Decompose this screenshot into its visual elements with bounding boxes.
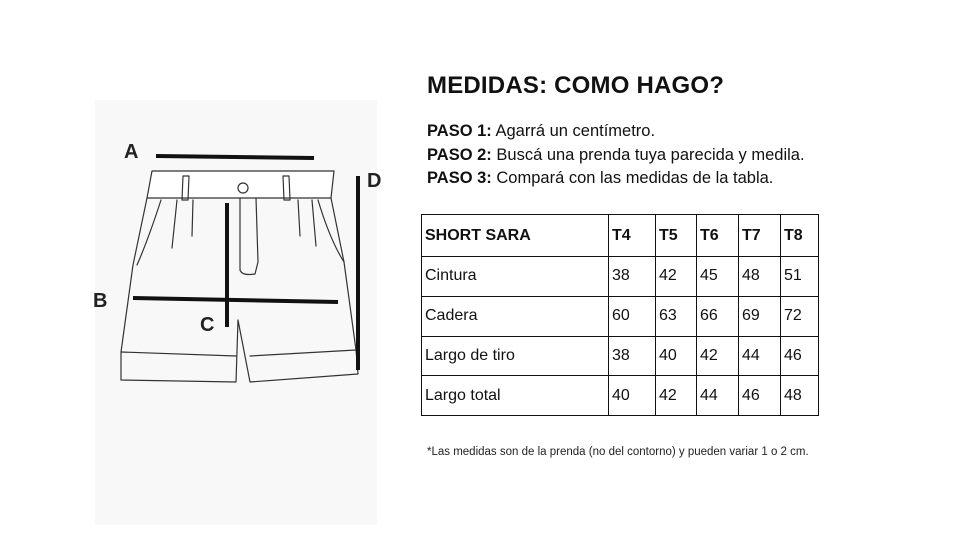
left-pocket bbox=[137, 200, 161, 265]
right-pocket bbox=[318, 200, 344, 262]
step-label: PASO 1: bbox=[427, 122, 492, 140]
table-cell: 66 bbox=[697, 296, 739, 336]
measure-line-b bbox=[133, 298, 338, 302]
left-cuff bbox=[121, 352, 236, 356]
label-d: D bbox=[367, 170, 382, 192]
table-cell: 40 bbox=[656, 336, 697, 376]
table-row bbox=[422, 257, 819, 297]
size-table bbox=[421, 214, 819, 416]
label-c: C bbox=[200, 314, 215, 336]
table-cell: 69 bbox=[739, 296, 781, 336]
row-label: Cintura bbox=[422, 257, 609, 297]
header-cell: T7 bbox=[739, 215, 781, 257]
step-3 bbox=[427, 167, 805, 191]
header-cell: T4 bbox=[609, 215, 656, 257]
waistband bbox=[147, 171, 334, 198]
step-2 bbox=[427, 144, 805, 168]
pleat-right-1 bbox=[298, 200, 300, 236]
page-title: MEDIDAS: COMO HAGO? bbox=[427, 72, 725, 99]
table-cell: 40 bbox=[609, 376, 656, 416]
pleat-right-2 bbox=[312, 200, 316, 246]
pleat-left-2 bbox=[192, 200, 193, 236]
table-cell: 72 bbox=[781, 296, 819, 336]
footnote: *Las medidas son de la prenda (no del contorno) y pueden variar 1 o 2 cm. bbox=[427, 446, 809, 458]
step-label: PASO 2: bbox=[427, 145, 492, 164]
table-cell: 44 bbox=[739, 336, 781, 376]
step-text: Compará con las medidas de la tabla. bbox=[491, 169, 774, 187]
table-cell: 51 bbox=[781, 257, 819, 297]
header-cell: T6 bbox=[697, 215, 739, 257]
steps-list bbox=[427, 120, 805, 191]
table-header-row bbox=[422, 215, 819, 257]
table-cell: 42 bbox=[697, 336, 739, 376]
table-cell: 42 bbox=[656, 257, 697, 297]
header-cell: SHORT SARA bbox=[422, 215, 609, 257]
label-a: A bbox=[124, 141, 139, 163]
table-row bbox=[422, 336, 819, 376]
row-label: Largo de tiro bbox=[422, 336, 609, 376]
table-cell: 48 bbox=[739, 257, 781, 297]
table-cell: 46 bbox=[781, 336, 819, 376]
step-text: Buscá una prenda tuya parecida y medila. bbox=[491, 145, 805, 164]
table-cell: 60 bbox=[609, 296, 656, 336]
table-cell: 42 bbox=[656, 376, 697, 416]
right-cuff bbox=[250, 350, 356, 356]
step-1 bbox=[427, 120, 805, 144]
table-cell: 38 bbox=[609, 336, 656, 376]
table-cell: 48 bbox=[781, 376, 819, 416]
table-cell: 63 bbox=[656, 296, 697, 336]
step-text: Agarrá un centímetro. bbox=[491, 122, 656, 140]
table-cell: 45 bbox=[697, 257, 739, 297]
row-label: Cadera bbox=[422, 296, 609, 336]
table-cell: 38 bbox=[609, 257, 656, 297]
label-b: B bbox=[93, 290, 108, 312]
table-cell: 46 bbox=[739, 376, 781, 416]
header-cell: T8 bbox=[781, 215, 819, 257]
header-cell: T5 bbox=[656, 215, 697, 257]
row-label: Largo total bbox=[422, 376, 609, 416]
table-row bbox=[422, 376, 819, 416]
step-label: PASO 3: bbox=[427, 169, 492, 187]
pleat-left-1 bbox=[172, 200, 177, 248]
measure-line-a bbox=[156, 156, 314, 158]
fly bbox=[240, 198, 258, 275]
table-cell: 44 bbox=[697, 376, 739, 416]
table-row bbox=[422, 296, 819, 336]
